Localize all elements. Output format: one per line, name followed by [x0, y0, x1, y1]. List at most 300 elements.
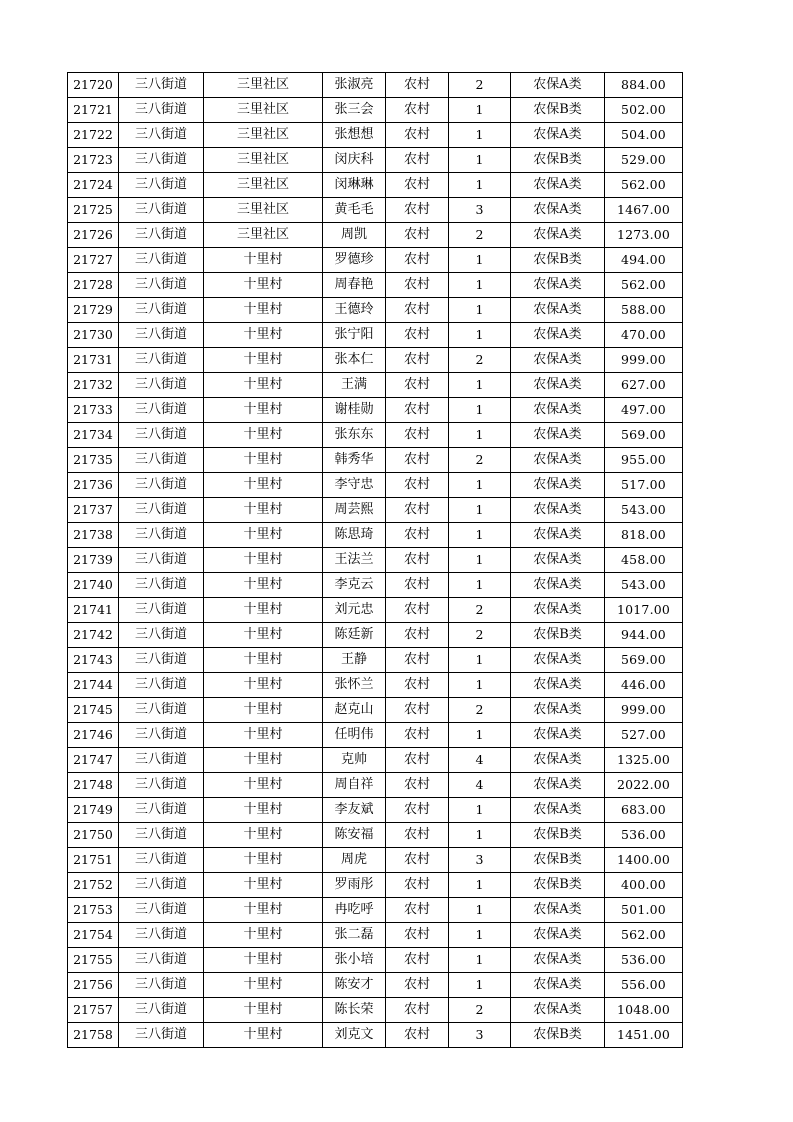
amount-cell: 458.00	[605, 548, 683, 573]
record-id-cell: 21742	[68, 623, 119, 648]
insurance-category-cell: 农保A类	[511, 223, 605, 248]
name-cell: 张宁阳	[323, 323, 386, 348]
household-type-cell: 农村	[386, 848, 449, 873]
community-cell: 十里村	[204, 873, 323, 898]
insurance-category-cell: 农保A类	[511, 198, 605, 223]
record-id-cell: 21755	[68, 948, 119, 973]
street-cell: 三八街道	[119, 723, 204, 748]
street-cell: 三八街道	[119, 498, 204, 523]
person-count-cell: 3	[449, 848, 511, 873]
name-cell: 王满	[323, 373, 386, 398]
record-id-cell: 21756	[68, 973, 119, 998]
person-count-cell: 1	[449, 523, 511, 548]
amount-cell: 569.00	[605, 648, 683, 673]
record-id-cell: 21746	[68, 723, 119, 748]
record-id-cell: 21757	[68, 998, 119, 1023]
person-count-cell: 1	[449, 148, 511, 173]
household-type-cell: 农村	[386, 798, 449, 823]
person-count-cell: 3	[449, 1023, 511, 1048]
record-id-cell: 21741	[68, 598, 119, 623]
amount-cell: 944.00	[605, 623, 683, 648]
insurance-category-cell: 农保A类	[511, 123, 605, 148]
person-count-cell: 1	[449, 473, 511, 498]
name-cell: 任明伟	[323, 723, 386, 748]
household-type-cell: 农村	[386, 473, 449, 498]
street-cell: 三八街道	[119, 798, 204, 823]
community-cell: 三里社区	[204, 73, 323, 98]
household-type-cell: 农村	[386, 973, 449, 998]
table-row	[68, 123, 683, 148]
insurance-category-cell: 农保B类	[511, 823, 605, 848]
table-row	[68, 773, 683, 798]
street-cell: 三八街道	[119, 348, 204, 373]
name-cell: 周自祥	[323, 773, 386, 798]
street-cell: 三八街道	[119, 198, 204, 223]
amount-cell: 1017.00	[605, 598, 683, 623]
table-row	[68, 298, 683, 323]
household-type-cell: 农村	[386, 323, 449, 348]
insurance-category-cell: 农保A类	[511, 548, 605, 573]
person-count-cell: 1	[449, 248, 511, 273]
household-type-cell: 农村	[386, 148, 449, 173]
street-cell: 三八街道	[119, 998, 204, 1023]
community-cell: 十里村	[204, 723, 323, 748]
community-cell: 十里村	[204, 698, 323, 723]
table-row	[68, 798, 683, 823]
table-row	[68, 848, 683, 873]
street-cell: 三八街道	[119, 373, 204, 398]
insurance-category-cell: 农保A类	[511, 723, 605, 748]
household-type-cell: 农村	[386, 1023, 449, 1048]
household-type-cell: 农村	[386, 773, 449, 798]
table-row	[68, 148, 683, 173]
table-row	[68, 273, 683, 298]
record-id-cell: 21752	[68, 873, 119, 898]
street-cell: 三八街道	[119, 748, 204, 773]
street-cell: 三八街道	[119, 623, 204, 648]
name-cell: 王静	[323, 648, 386, 673]
amount-cell: 470.00	[605, 323, 683, 348]
table-row	[68, 373, 683, 398]
table-row	[68, 473, 683, 498]
table-row	[68, 748, 683, 773]
table-row	[68, 348, 683, 373]
community-cell: 十里村	[204, 1023, 323, 1048]
name-cell: 王法兰	[323, 548, 386, 573]
record-id-cell: 21743	[68, 648, 119, 673]
amount-cell: 446.00	[605, 673, 683, 698]
household-type-cell: 农村	[386, 548, 449, 573]
name-cell: 李友斌	[323, 798, 386, 823]
community-cell: 十里村	[204, 373, 323, 398]
insurance-category-cell: 农保A类	[511, 448, 605, 473]
insurance-category-cell: 农保A类	[511, 648, 605, 673]
amount-cell: 517.00	[605, 473, 683, 498]
community-cell: 十里村	[204, 248, 323, 273]
insurance-category-cell: 农保B类	[511, 873, 605, 898]
insurance-category-cell: 农保A类	[511, 898, 605, 923]
community-cell: 十里村	[204, 898, 323, 923]
person-count-cell: 4	[449, 748, 511, 773]
amount-cell: 588.00	[605, 298, 683, 323]
table-row	[68, 398, 683, 423]
amount-cell: 2022.00	[605, 773, 683, 798]
name-cell: 陈安才	[323, 973, 386, 998]
household-type-cell: 农村	[386, 923, 449, 948]
record-id-cell: 21758	[68, 1023, 119, 1048]
community-cell: 三里社区	[204, 123, 323, 148]
community-cell: 十里村	[204, 848, 323, 873]
household-type-cell: 农村	[386, 623, 449, 648]
community-cell: 三里社区	[204, 223, 323, 248]
household-type-cell: 农村	[386, 573, 449, 598]
name-cell: 王德玲	[323, 298, 386, 323]
name-cell: 张淑亮	[323, 73, 386, 98]
household-type-cell: 农村	[386, 648, 449, 673]
name-cell: 黄毛毛	[323, 198, 386, 223]
table-row	[68, 723, 683, 748]
name-cell: 张想想	[323, 123, 386, 148]
street-cell: 三八街道	[119, 248, 204, 273]
table-row	[68, 898, 683, 923]
person-count-cell: 1	[449, 898, 511, 923]
street-cell: 三八街道	[119, 548, 204, 573]
amount-cell: 884.00	[605, 73, 683, 98]
amount-cell: 999.00	[605, 348, 683, 373]
community-cell: 十里村	[204, 573, 323, 598]
household-type-cell: 农村	[386, 823, 449, 848]
insurance-category-cell: 农保A类	[511, 473, 605, 498]
record-id-cell: 21751	[68, 848, 119, 873]
insurance-category-cell: 农保A类	[511, 173, 605, 198]
community-cell: 十里村	[204, 973, 323, 998]
amount-cell: 400.00	[605, 873, 683, 898]
street-cell: 三八街道	[119, 298, 204, 323]
table-row	[68, 873, 683, 898]
amount-cell: 536.00	[605, 823, 683, 848]
household-type-cell: 农村	[386, 448, 449, 473]
person-count-cell: 1	[449, 123, 511, 148]
person-count-cell: 1	[449, 173, 511, 198]
table-row	[68, 623, 683, 648]
person-count-cell: 3	[449, 198, 511, 223]
record-id-cell: 21745	[68, 698, 119, 723]
record-id-cell: 21753	[68, 898, 119, 923]
community-cell: 十里村	[204, 498, 323, 523]
amount-cell: 529.00	[605, 148, 683, 173]
street-cell: 三八街道	[119, 123, 204, 148]
amount-cell: 504.00	[605, 123, 683, 148]
amount-cell: 502.00	[605, 98, 683, 123]
insurance-category-cell: 农保A类	[511, 573, 605, 598]
table-row	[68, 448, 683, 473]
street-cell: 三八街道	[119, 773, 204, 798]
table-row	[68, 498, 683, 523]
insurance-category-cell: 农保A类	[511, 923, 605, 948]
community-cell: 三里社区	[204, 173, 323, 198]
insurance-category-cell: 农保A类	[511, 523, 605, 548]
table-row	[68, 423, 683, 448]
record-id-cell: 21722	[68, 123, 119, 148]
table-row	[68, 223, 683, 248]
amount-cell: 1273.00	[605, 223, 683, 248]
name-cell: 张二磊	[323, 923, 386, 948]
record-id-cell: 21750	[68, 823, 119, 848]
table-row	[68, 573, 683, 598]
community-cell: 三里社区	[204, 148, 323, 173]
insurance-category-cell: 农保A类	[511, 423, 605, 448]
community-cell: 十里村	[204, 398, 323, 423]
amount-cell: 501.00	[605, 898, 683, 923]
street-cell: 三八街道	[119, 73, 204, 98]
name-cell: 周芸熙	[323, 498, 386, 523]
table-row	[68, 248, 683, 273]
household-type-cell: 农村	[386, 698, 449, 723]
insurance-category-cell: 农保A类	[511, 373, 605, 398]
household-type-cell: 农村	[386, 398, 449, 423]
street-cell: 三八街道	[119, 973, 204, 998]
table-row	[68, 698, 683, 723]
insurance-category-cell: 农保A类	[511, 998, 605, 1023]
household-type-cell: 农村	[386, 948, 449, 973]
insurance-category-cell: 农保B类	[511, 248, 605, 273]
community-cell: 十里村	[204, 648, 323, 673]
insurance-category-cell: 农保A类	[511, 773, 605, 798]
household-type-cell: 农村	[386, 498, 449, 523]
person-count-cell: 2	[449, 698, 511, 723]
street-cell: 三八街道	[119, 648, 204, 673]
record-id-cell: 21738	[68, 523, 119, 548]
person-count-cell: 2	[449, 448, 511, 473]
record-id-cell: 21723	[68, 148, 119, 173]
person-count-cell: 1	[449, 548, 511, 573]
table-row	[68, 98, 683, 123]
amount-cell: 562.00	[605, 173, 683, 198]
amount-cell: 1325.00	[605, 748, 683, 773]
street-cell: 三八街道	[119, 223, 204, 248]
record-id-cell: 21737	[68, 498, 119, 523]
street-cell: 三八街道	[119, 273, 204, 298]
record-id-cell: 21754	[68, 923, 119, 948]
record-id-cell: 21739	[68, 548, 119, 573]
table-row	[68, 1023, 683, 1048]
amount-cell: 1467.00	[605, 198, 683, 223]
person-count-cell: 1	[449, 798, 511, 823]
record-id-cell: 21728	[68, 273, 119, 298]
name-cell: 刘克文	[323, 1023, 386, 1048]
community-cell: 十里村	[204, 548, 323, 573]
name-cell: 周凯	[323, 223, 386, 248]
name-cell: 李守忠	[323, 473, 386, 498]
insurance-category-cell: 农保B类	[511, 848, 605, 873]
street-cell: 三八街道	[119, 573, 204, 598]
name-cell: 罗雨彤	[323, 873, 386, 898]
table-row	[68, 998, 683, 1023]
person-count-cell: 2	[449, 998, 511, 1023]
amount-cell: 562.00	[605, 273, 683, 298]
person-count-cell: 1	[449, 298, 511, 323]
record-id-cell: 21730	[68, 323, 119, 348]
person-count-cell: 1	[449, 873, 511, 898]
community-cell: 十里村	[204, 273, 323, 298]
insurance-category-cell: 农保A类	[511, 398, 605, 423]
person-count-cell: 1	[449, 648, 511, 673]
street-cell: 三八街道	[119, 448, 204, 473]
insurance-category-cell: 农保A类	[511, 323, 605, 348]
record-id-cell: 21749	[68, 798, 119, 823]
community-cell: 十里村	[204, 748, 323, 773]
community-cell: 十里村	[204, 923, 323, 948]
community-cell: 十里村	[204, 448, 323, 473]
insurance-category-cell: 农保A类	[511, 73, 605, 98]
name-cell: 张怀兰	[323, 673, 386, 698]
community-cell: 十里村	[204, 998, 323, 1023]
household-type-cell: 农村	[386, 348, 449, 373]
person-count-cell: 1	[449, 373, 511, 398]
amount-cell: 562.00	[605, 923, 683, 948]
household-type-cell: 农村	[386, 423, 449, 448]
record-id-cell: 21740	[68, 573, 119, 598]
amount-cell: 1451.00	[605, 1023, 683, 1048]
street-cell: 三八街道	[119, 598, 204, 623]
community-cell: 十里村	[204, 623, 323, 648]
street-cell: 三八街道	[119, 698, 204, 723]
household-type-cell: 农村	[386, 748, 449, 773]
community-cell: 十里村	[204, 798, 323, 823]
name-cell: 韩秀华	[323, 448, 386, 473]
amount-cell: 999.00	[605, 698, 683, 723]
household-type-cell: 农村	[386, 298, 449, 323]
amount-cell: 527.00	[605, 723, 683, 748]
street-cell: 三八街道	[119, 898, 204, 923]
amount-cell: 955.00	[605, 448, 683, 473]
street-cell: 三八街道	[119, 398, 204, 423]
table-row	[68, 173, 683, 198]
insurance-category-cell: 农保A类	[511, 298, 605, 323]
street-cell: 三八街道	[119, 473, 204, 498]
record-id-cell: 21747	[68, 748, 119, 773]
household-type-cell: 农村	[386, 273, 449, 298]
person-count-cell: 1	[449, 948, 511, 973]
household-type-cell: 农村	[386, 723, 449, 748]
record-id-cell: 21721	[68, 98, 119, 123]
household-type-cell: 农村	[386, 73, 449, 98]
record-id-cell: 21726	[68, 223, 119, 248]
community-cell: 十里村	[204, 523, 323, 548]
name-cell: 克帅	[323, 748, 386, 773]
street-cell: 三八街道	[119, 173, 204, 198]
community-cell: 三里社区	[204, 198, 323, 223]
person-count-cell: 2	[449, 623, 511, 648]
table-row	[68, 673, 683, 698]
insurance-category-cell: 农保A类	[511, 748, 605, 773]
community-cell: 十里村	[204, 423, 323, 448]
name-cell: 闵琳琳	[323, 173, 386, 198]
community-cell: 十里村	[204, 598, 323, 623]
record-id-cell: 21734	[68, 423, 119, 448]
household-type-cell: 农村	[386, 998, 449, 1023]
street-cell: 三八街道	[119, 923, 204, 948]
household-type-cell: 农村	[386, 598, 449, 623]
street-cell: 三八街道	[119, 823, 204, 848]
street-cell: 三八街道	[119, 848, 204, 873]
records-table	[67, 72, 683, 1048]
community-cell: 十里村	[204, 673, 323, 698]
person-count-cell: 1	[449, 573, 511, 598]
name-cell: 冉吃呼	[323, 898, 386, 923]
name-cell: 赵克山	[323, 698, 386, 723]
name-cell: 刘元忠	[323, 598, 386, 623]
street-cell: 三八街道	[119, 523, 204, 548]
name-cell: 张东东	[323, 423, 386, 448]
amount-cell: 683.00	[605, 798, 683, 823]
household-type-cell: 农村	[386, 523, 449, 548]
community-cell: 十里村	[204, 298, 323, 323]
insurance-category-cell: 农保A类	[511, 348, 605, 373]
street-cell: 三八街道	[119, 673, 204, 698]
community-cell: 十里村	[204, 948, 323, 973]
name-cell: 陈安福	[323, 823, 386, 848]
table-row	[68, 923, 683, 948]
person-count-cell: 1	[449, 423, 511, 448]
insurance-category-cell: 农保A类	[511, 948, 605, 973]
amount-cell: 556.00	[605, 973, 683, 998]
record-id-cell: 21733	[68, 398, 119, 423]
insurance-category-cell: 农保B类	[511, 98, 605, 123]
name-cell: 张本仁	[323, 348, 386, 373]
table-body	[68, 73, 683, 1048]
person-count-cell: 4	[449, 773, 511, 798]
community-cell: 三里社区	[204, 98, 323, 123]
table-row	[68, 823, 683, 848]
record-id-cell: 21727	[68, 248, 119, 273]
person-count-cell: 1	[449, 498, 511, 523]
record-id-cell: 21748	[68, 773, 119, 798]
household-type-cell: 农村	[386, 673, 449, 698]
table-row	[68, 523, 683, 548]
record-id-cell: 21729	[68, 298, 119, 323]
table-row	[68, 73, 683, 98]
person-count-cell: 1	[449, 973, 511, 998]
household-type-cell: 农村	[386, 223, 449, 248]
household-type-cell: 农村	[386, 873, 449, 898]
person-count-cell: 2	[449, 73, 511, 98]
person-count-cell: 2	[449, 348, 511, 373]
street-cell: 三八街道	[119, 948, 204, 973]
name-cell: 陈思琦	[323, 523, 386, 548]
household-type-cell: 农村	[386, 123, 449, 148]
street-cell: 三八街道	[119, 873, 204, 898]
record-id-cell: 21736	[68, 473, 119, 498]
household-type-cell: 农村	[386, 248, 449, 273]
amount-cell: 543.00	[605, 498, 683, 523]
amount-cell: 536.00	[605, 948, 683, 973]
household-type-cell: 农村	[386, 98, 449, 123]
household-type-cell: 农村	[386, 898, 449, 923]
table-row	[68, 948, 683, 973]
name-cell: 罗德珍	[323, 248, 386, 273]
record-id-cell: 21725	[68, 198, 119, 223]
amount-cell: 818.00	[605, 523, 683, 548]
street-cell: 三八街道	[119, 148, 204, 173]
insurance-category-cell: 农保A类	[511, 673, 605, 698]
community-cell: 十里村	[204, 773, 323, 798]
person-count-cell: 1	[449, 673, 511, 698]
household-type-cell: 农村	[386, 173, 449, 198]
amount-cell: 627.00	[605, 373, 683, 398]
insurance-category-cell: 农保A类	[511, 273, 605, 298]
record-id-cell: 21720	[68, 73, 119, 98]
